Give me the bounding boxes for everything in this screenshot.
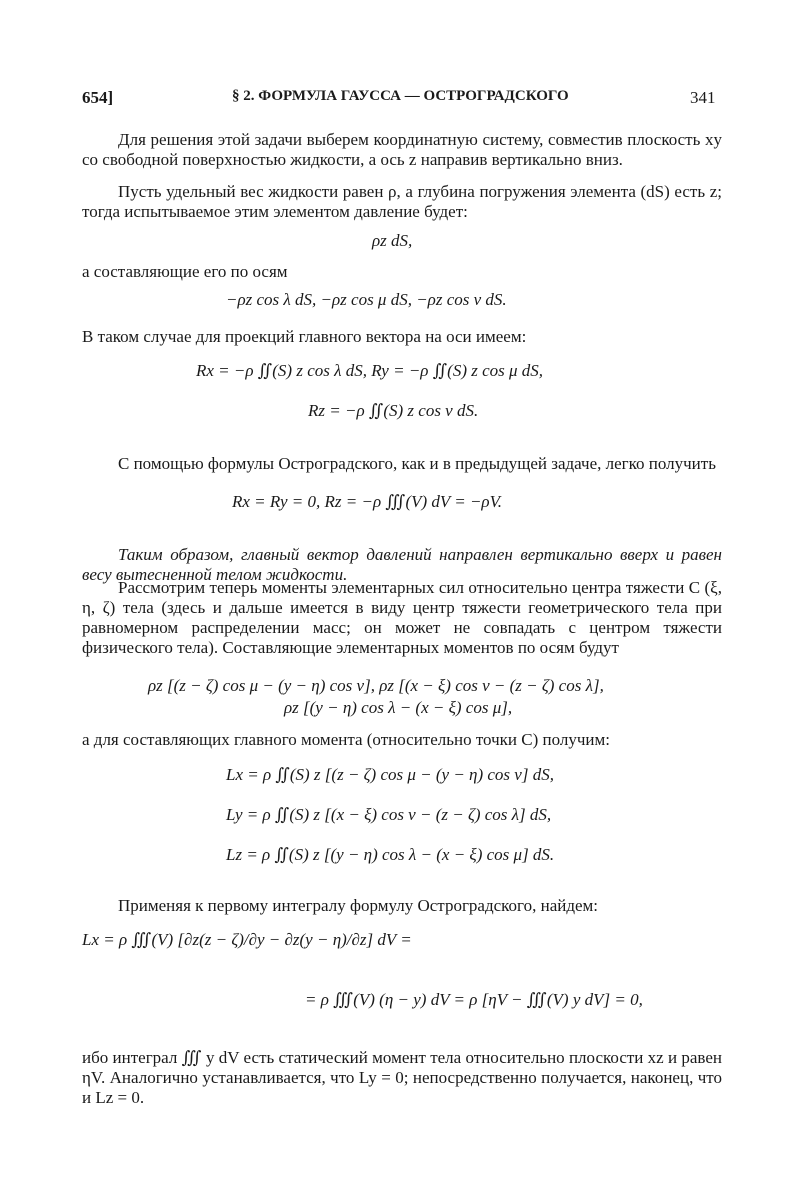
paragraph-7: Рассмотрим теперь моменты элементарных сил относительно центра тяжести C (ξ, η, ζ) тела (здесь и дальше имеется в виду центр тяжести геометрического тела при равномерном распределении масс; он может не совпадать с центром тяжести физического тела). Составляющие элементарных моментов по осям будут (82, 578, 722, 657)
paragraph-8: а для составляющих главного момента (относительно точки C) получим: (82, 730, 611, 749)
formula-elementary-moments-1: ρz [(z − ζ) cos μ − (y − η) cos ν], ρz [(x − ξ) cos ν − (z − ζ) cos λ], (148, 676, 604, 695)
paragraph-3: а составляющие его по осям (82, 262, 288, 281)
formula-main-vector-z: Rz = −ρ ∬(S) z cos ν dS. (308, 401, 479, 420)
paragraph-1: Для решения этой задачи выберем координатную систему, совместив плоскость xy со свободной поверхностью жидкости, а ось z направив вертикально вниз. (82, 130, 722, 169)
running-header: § 2. ФОРМУЛА ГАУССА — ОСТРОГРАДСКОГО (232, 88, 569, 104)
formula-result-vector: Rx = Ry = 0, Rz = −ρ ∭(V) dV = −ρV. (232, 492, 503, 511)
formula-moment-y: Ly = ρ ∬(S) z [(x − ξ) cos ν − (z − ζ) cos λ] dS, (226, 805, 552, 824)
paragraph-5: С помощью формулы Остроградского, как и в предыдущей задаче, легко получить (118, 454, 716, 473)
section-number: 654] (82, 88, 114, 107)
formula-pressure: ρz dS, (372, 231, 413, 250)
paragraph-10: ибо интеграл ∭ y dV есть статический момент тела относительно плоскости xz и равен ηV. Аналогично устанавливается, что Ly = 0; непосредственно получается, наконец, что и Lz = 0. (82, 1048, 722, 1107)
paragraph-2: Пусть удельный вес жидкости равен ρ, а глубина погружения элемента (dS) есть z; тогда испытываемое этим элементом давление будет: (82, 182, 722, 221)
page-number: 341 (690, 88, 716, 107)
formula-components: −ρz cos λ dS, −ρz cos μ dS, −ρz cos ν dS. (226, 290, 507, 309)
formula-moment-x: Lx = ρ ∬(S) z [(z − ζ) cos μ − (y − η) cos ν] dS, (226, 765, 554, 784)
formula-moment-z: Lz = ρ ∬(S) z [(y − η) cos λ − (x − ξ) cos μ] dS. (226, 845, 555, 864)
formula-elementary-moments-2: ρz [(y − η) cos λ − (x − ξ) cos μ], (284, 698, 513, 717)
formula-ostrogradsky-1: Lx = ρ ∭(V) [∂z(z − ζ)/∂y − ∂z(y − η)/∂z] dV = (82, 930, 412, 949)
formula-main-vector-xy: Rx = −ρ ∬(S) z cos λ dS, Ry = −ρ ∬(S) z cos μ dS, (196, 361, 544, 380)
paragraph-4: В таком случае для проекций главного вектора на оси имеем: (82, 327, 527, 346)
paragraph-9: Применяя к первому интегралу формулу Остроградского, найдем: (118, 896, 599, 915)
formula-ostrogradsky-2: = ρ ∭(V) (η − y) dV = ρ [ηV − ∭(V) y dV] = 0, (305, 990, 643, 1009)
paragraph-6: Таким образом, главный вектор давлений направлен вертикально вверх и равен весу вытесненной телом жидкости. (82, 545, 722, 584)
